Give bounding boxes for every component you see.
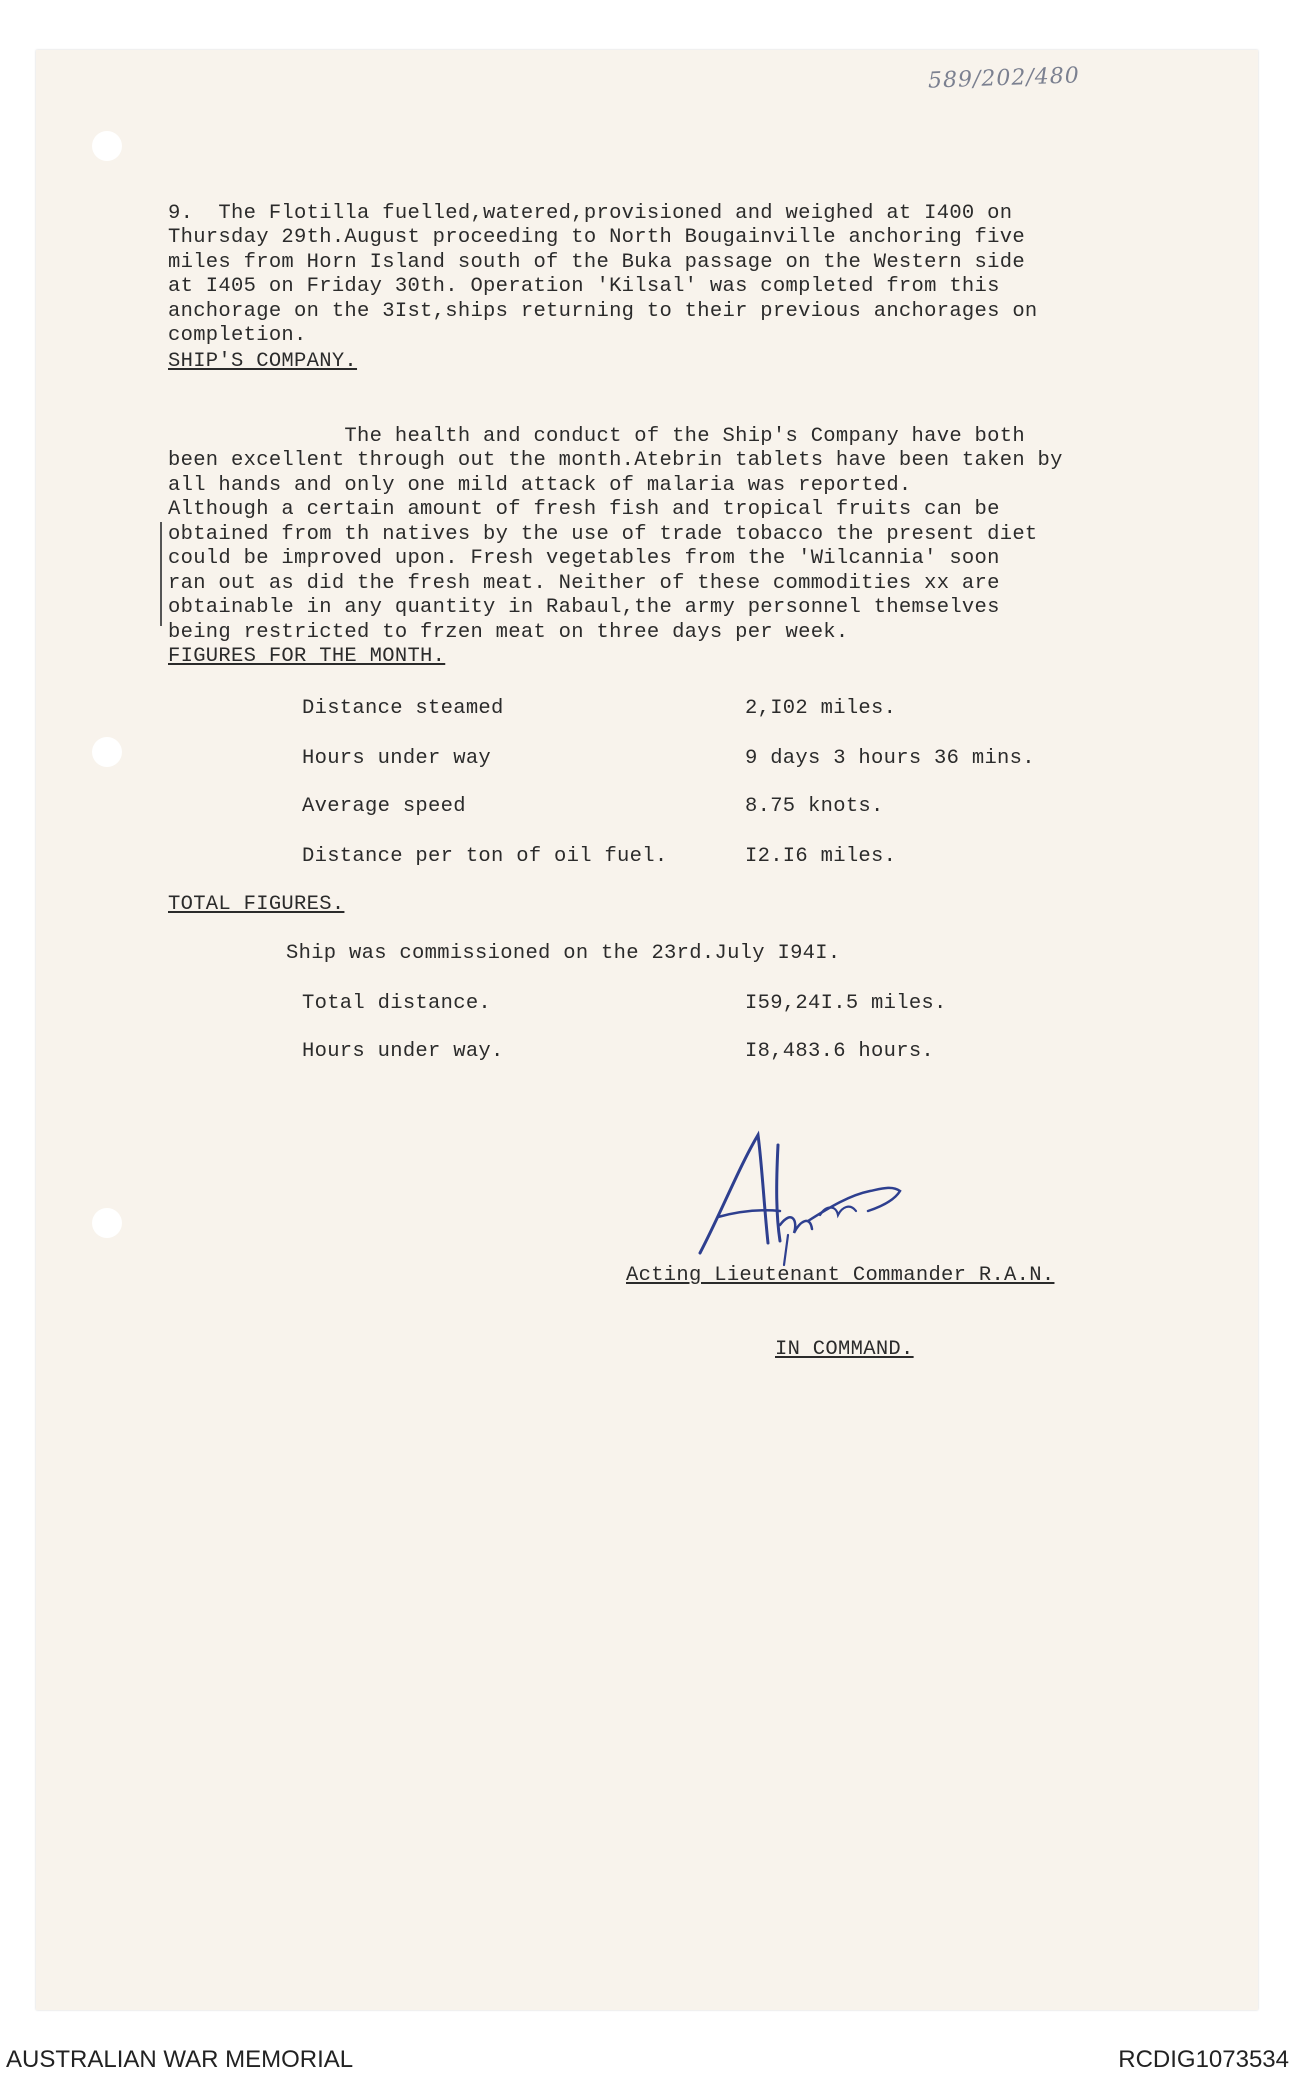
total-value-hours: I8,483.6 hours. (745, 1040, 935, 1063)
reference-number: 589/202/480 (927, 63, 1081, 94)
figure-value-average-speed: 8.75 knots. (745, 795, 884, 818)
punch-hole (92, 1208, 122, 1238)
text-line: all hands and only one mild attack of malaria was reported. (168, 473, 912, 497)
punch-hole (92, 737, 122, 767)
text-line: ran out as did the fresh meat. Neither of these commodities xx are (168, 571, 1000, 595)
commissioned-line: Ship was commissioned on the 23rd.July I94I. (286, 942, 841, 965)
figure-value-hours-under-way: 9 days 3 hours 36 mins. (745, 747, 1035, 770)
text-line: anchorage on the 3Ist,ships returning to their previous anchorages on (168, 299, 1038, 323)
margin-bracket-mark (160, 522, 166, 626)
ships-company-heading: SHIP'S COMPANY. (168, 350, 358, 373)
figure-label-hours-under-way: Hours under way (302, 747, 492, 770)
text-line: could be improved upon. Fresh vegetables from the 'Wilcannia' soon (168, 547, 1000, 570)
text-line: completion. (168, 324, 307, 347)
text-line: 9. The Flotilla fuelled,watered,provisioned and weighed at I400 on (168, 201, 1013, 225)
command-role: IN COMMAND. (775, 1338, 914, 1361)
total-label-distance: Total distance. (302, 992, 492, 1015)
signature-scribble (680, 1125, 920, 1275)
signer-rank: Acting Lieutenant Commander R.A.N. (626, 1264, 1055, 1287)
text-line: obtainable in any quantity in Rabaul,the army personnel themselves (168, 596, 1000, 619)
total-label-hours: Hours under way. (302, 1040, 504, 1063)
text-line: miles from Horn Island south of the Buka passage on the Western side (168, 250, 1025, 274)
text-line: Although a certain amount of fresh fish and tropical fruits can be (168, 498, 1000, 521)
text-line: at I405 on Friday 30th. Operation 'Kilsal' was completed from this (168, 275, 1000, 298)
text-line: being restricted to frzen meat on three days per week. (168, 620, 849, 644)
handwritten-signature (680, 1125, 920, 1275)
total-value-distance: I59,24I.5 miles. (745, 992, 947, 1015)
figure-value-distance-per-ton: I2.I6 miles. (745, 845, 897, 868)
figure-label-distance-steamed: Distance steamed (302, 697, 504, 720)
text-line: Thursday 29th.August proceeding to North Bougainville anchoring five (168, 226, 1025, 249)
figures-for-month-heading: FIGURES FOR THE MONTH. (168, 645, 446, 668)
punch-hole (92, 131, 122, 161)
paragraph-9 (168, 177, 1228, 373)
figure-label-distance-per-ton: Distance per ton of oil fuel. (302, 845, 668, 868)
text-line: been excellent through out the month.Atebrin tablets have been taken by (168, 449, 1063, 472)
text-line: obtained from th natives by the use of trade tobacco the present diet (168, 522, 1038, 546)
ships-company-paragraph (168, 400, 1228, 670)
text-line: The health and conduct of the Ship's Company have both (168, 424, 1025, 448)
figure-value-distance-steamed: 2,I02 miles. (745, 697, 897, 720)
footer-record-id: RCDIG1073534 (1118, 2046, 1289, 2073)
total-figures-heading: TOTAL FIGURES. (168, 893, 345, 916)
figure-label-average-speed: Average speed (302, 795, 466, 818)
footer-archive-name: AUSTRALIAN WAR MEMORIAL (6, 2046, 354, 2073)
